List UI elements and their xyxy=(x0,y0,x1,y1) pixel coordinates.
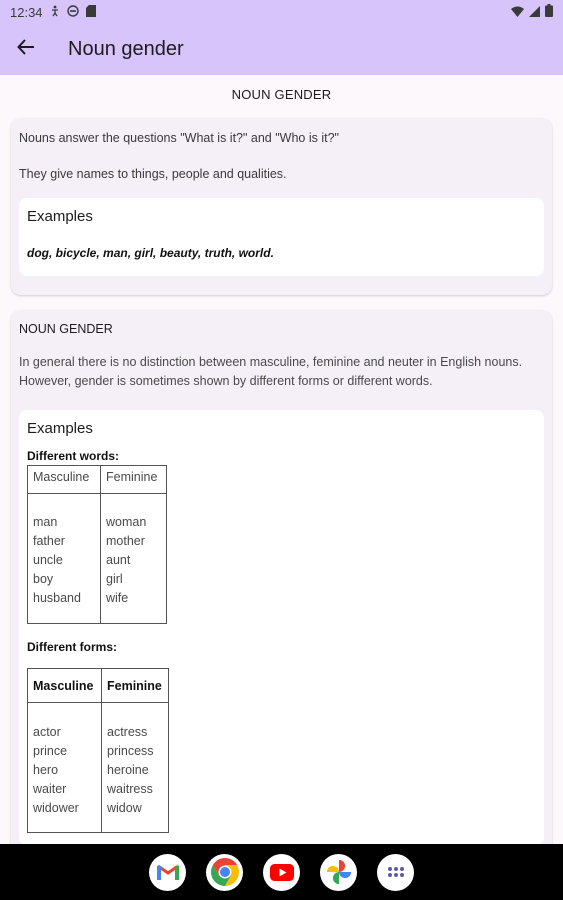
examples-text: dog, bicycle, man, girl, beauty, truth, world. xyxy=(27,246,274,260)
list-item: aunt xyxy=(106,553,131,567)
page-heading: NOUN GENDER xyxy=(231,87,332,102)
masculine-list xyxy=(28,494,101,624)
list-item: boy xyxy=(33,572,54,586)
back-button[interactable] xyxy=(0,24,52,75)
list-item: prince xyxy=(33,744,68,758)
feminine-list xyxy=(102,703,169,833)
gender-paragraph: In general there is no distinction between masculine, feminine and neuter in English nouns. However, gender is sometimes shown by different forms or different words. xyxy=(19,355,523,388)
gender-heading: NOUN GENDER xyxy=(19,322,113,336)
list-item: princess xyxy=(107,744,154,758)
list-item: actress xyxy=(107,725,148,739)
list-item: father xyxy=(33,534,65,548)
content-scroll[interactable] xyxy=(0,75,563,844)
table-header: Feminine xyxy=(102,669,169,703)
list-item: wife xyxy=(106,591,129,605)
gender-card xyxy=(11,310,552,844)
gender-examples-box xyxy=(19,410,544,844)
app-bar xyxy=(0,24,563,75)
chrome-icon[interactable] xyxy=(206,854,243,891)
sd-card-icon xyxy=(86,5,96,20)
masculine-list xyxy=(28,703,102,833)
list-item: woman xyxy=(106,515,147,529)
different-words-label: Different words: xyxy=(27,449,120,463)
list-item: uncle xyxy=(33,553,63,567)
different-forms-label: Different forms: xyxy=(27,640,118,654)
youtube-icon[interactable] xyxy=(263,854,300,891)
list-item: widower xyxy=(33,801,79,815)
list-item: waitress xyxy=(107,782,153,796)
table-header: Masculine xyxy=(28,466,101,494)
list-item: girl xyxy=(106,572,123,586)
list-item: hero xyxy=(33,763,59,777)
status-bar xyxy=(0,0,563,24)
different-words-table xyxy=(27,465,167,624)
app-title: Noun gender xyxy=(68,38,184,60)
list-item: mother xyxy=(106,534,145,548)
intro-card xyxy=(11,118,552,295)
different-forms-table xyxy=(27,668,169,833)
list-item: man xyxy=(33,515,58,529)
dock xyxy=(0,844,563,900)
dnd-icon xyxy=(67,5,79,20)
examples-title: Examples xyxy=(27,208,93,225)
wifi-icon xyxy=(511,5,524,20)
intro-text-2: They give names to things, people and qualities. xyxy=(19,167,287,181)
table-header: Feminine xyxy=(101,466,167,494)
battery-icon xyxy=(545,4,553,20)
photos-icon[interactable] xyxy=(320,854,357,891)
list-item: actor xyxy=(33,725,61,739)
signal-icon xyxy=(529,5,540,20)
gmail-icon[interactable] xyxy=(149,854,186,891)
examples-box xyxy=(19,198,544,276)
list-item: waiter xyxy=(33,782,67,796)
status-time: 12:34 xyxy=(10,4,43,20)
list-item: husband xyxy=(33,591,81,605)
app-drawer-icon[interactable] xyxy=(377,854,414,891)
table-header: Masculine xyxy=(28,669,102,703)
arrow-back-icon xyxy=(17,38,35,61)
feminine-list xyxy=(101,494,167,624)
list-item: heroine xyxy=(107,763,149,777)
accessibility-icon xyxy=(50,5,60,20)
gender-examples-title: Examples xyxy=(27,420,93,437)
list-item: widow xyxy=(107,801,142,815)
intro-text-1: Nouns answer the questions "What is it?" and "Who is it?" xyxy=(19,131,339,145)
